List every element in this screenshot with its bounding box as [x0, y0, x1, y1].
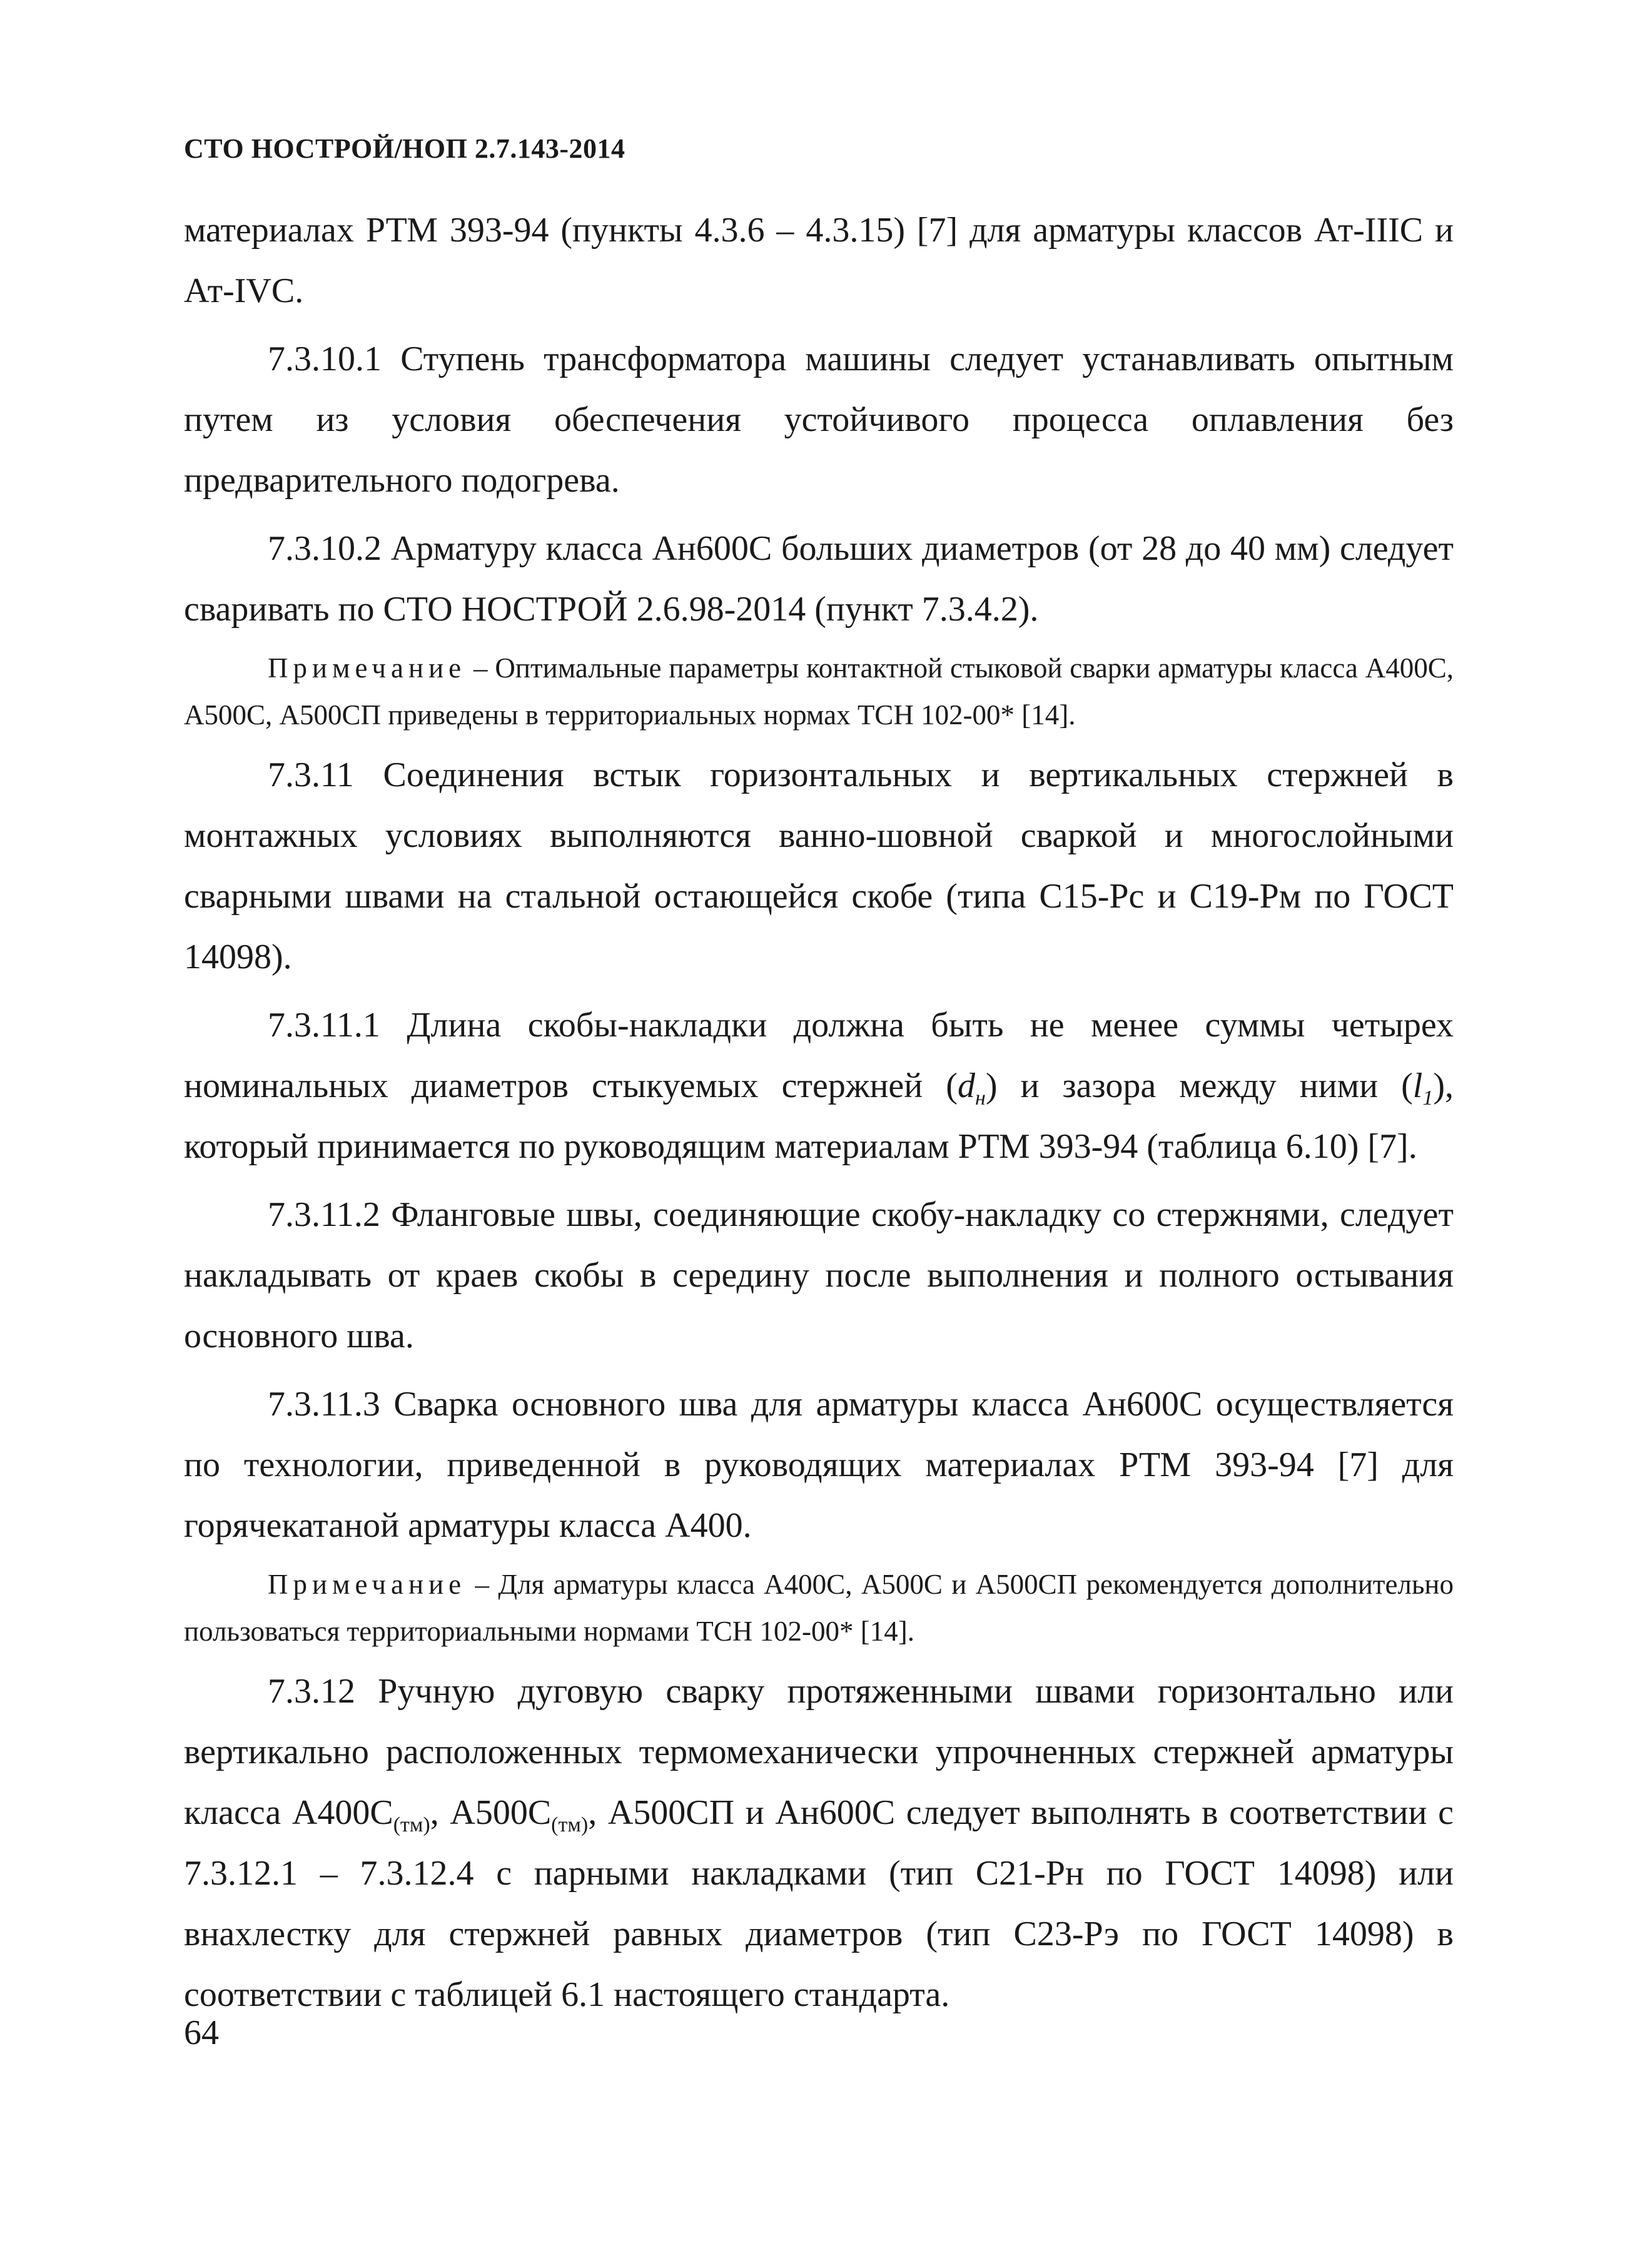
p8-subscript-2: (тм)	[551, 1813, 589, 1836]
paragraph-7-3-11-2: 7.3.11.2 Фланговые швы, соединяющие скобу-накладку со стержнями, следует накладывать от краев скобы в середину после выполнения и полного остывания основного шва.	[184, 1195, 1454, 1355]
note-2-label: Примечание	[268, 1569, 467, 1600]
p5-part-a: 7.3.11.1 Длина скобы-накладки должна быть не менее суммы четырех номинальных диаметров стыкуемых стержней (	[184, 1006, 1454, 1105]
paragraph-7-3-12	[184, 1661, 1454, 2025]
note-1-text: – Оптимальные параметры контактной стыковой сварки арматуры класса А400С, А500С, А500СП приведены в территориальных нормах ТСН 102-00* [14].	[184, 652, 1454, 731]
p5-part-b: ) и зазора между ними (	[985, 1066, 1413, 1105]
paragraph-7-3-10-1: 7.3.10.1 Ступень трансформатора машины следует устанавливать опытным путем из условия обеспечения устойчивого процесса оплавления без предварительного подогрева.	[184, 340, 1454, 500]
paragraph-7-3-11-1	[184, 995, 1454, 1177]
page-number: 64	[184, 2013, 219, 2052]
symbol-l: l	[1412, 1066, 1423, 1105]
p8-part-c: , А500СП и Ан600С следует выполнять в соответствии с 7.3.12.1 – 7.3.12.4 с парными накладками (тип С21-Рн по ГОСТ 14098) или внахлестку для стержней равных диаметров (тип С23-Рэ по ГОСТ 14098) в соответствии с таблицей 6.1 настоящего стандарта.	[184, 1793, 1454, 2014]
p5-part-c: ), который принимается по руководящим материалам РТМ 393-94 (таблица 6.10) [7].	[184, 1066, 1454, 1166]
paragraph-7-3-11: 7.3.11 Соединения встык горизонтальных и вертикальных стержней в монтажных условиях выполняются ванно-шовной сваркой и многослойными сварными швами на стальной остающейся скобе (типа С15-Рс и С19-Рм по ГОСТ 14098).	[184, 756, 1454, 976]
p8-subscript-1: (тм)	[393, 1813, 430, 1836]
symbol-d: d	[957, 1066, 975, 1105]
symbol-l-subscript: 1	[1422, 1086, 1434, 1110]
note-2-text: – Для арматуры класса А400С, А500С и А500СП рекомендуется дополнительно пользоваться территориальными нормами ТСН 102-00* [14].	[184, 1569, 1454, 1647]
note-2	[184, 1561, 1454, 1655]
document-body	[184, 200, 1454, 2025]
paragraph-7-3-11-3: 7.3.11.3 Сварка основного шва для арматуры класса Ан600С осуществляется по технологии, приведенной в руководящих материалах РТМ 393-94 [7] для горячекатаной арматуры класса А400.	[184, 1385, 1454, 1545]
p8-part-a: 7.3.12 Ручную дуговую сварку протяженными швами горизонтально или вертикально расположенных термомеханически упрочненных стержней арматуры класса А400С	[184, 1672, 1454, 1832]
p8-part-b: , А500С	[430, 1793, 552, 1832]
paragraph-7-3-10-2: 7.3.10.2 Арматуру класса Ан600С больших диаметров (от 28 до 40 мм) следует сваривать по СТО НОСТРОЙ 2.6.98-2014 (пункт 7.3.4.2).	[184, 529, 1454, 629]
note-1	[184, 645, 1454, 739]
paragraph-continuation: материалах РТМ 393-94 (пункты 4.3.6 – 4.3.15) [7] для арматуры классов Ат-IIIС и Ат-IVС.	[184, 211, 1454, 310]
document-header-code: СТО НОСТРОЙ/НОП 2.7.143-2014	[184, 133, 625, 164]
symbol-d-subscript: н	[974, 1086, 986, 1110]
note-1-label: Примечание	[268, 652, 467, 684]
